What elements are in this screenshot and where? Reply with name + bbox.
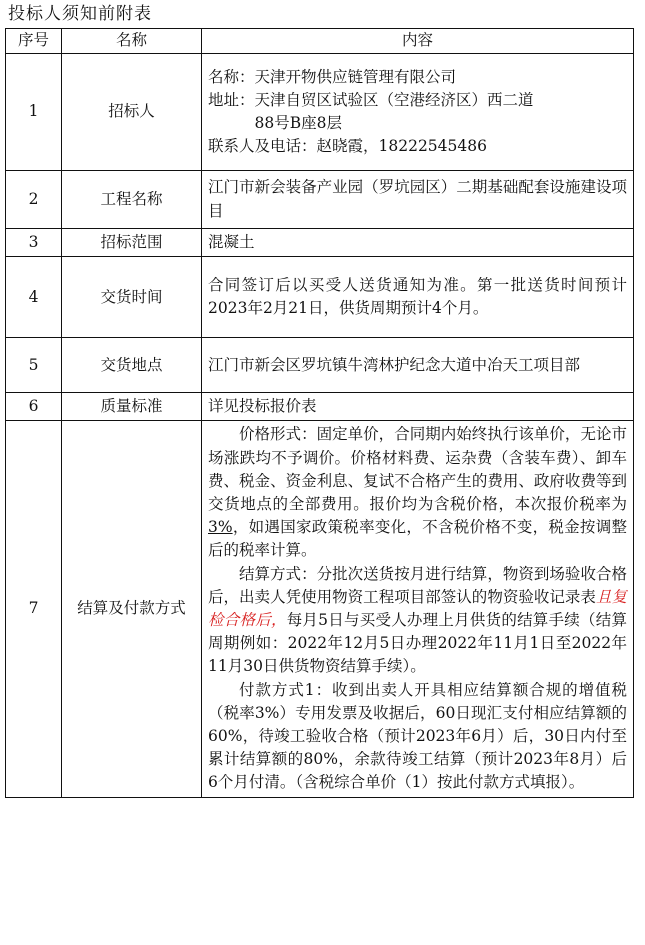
row-name: 交货时间 — [62, 257, 202, 338]
settle-text-1: 结算方式：分批次送货按月进行结算，物资到场验收合格后，出卖人凭使用物资工程项目部签认的物资验收记录表 — [208, 564, 627, 606]
row-name: 工程名称 — [62, 171, 202, 229]
price-text-1: 价格形式：固定单价，合同期内始终执行该单价，无论市场涨跌均不予调价。价格材料费、运杂费（含装车费）、卸车费、税金、资金利息、复试不合格产生的费用、政府收费等到交货地点的全部费用。报价均为含税价格，本次报价税率为 — [208, 425, 627, 514]
row-content: 详见投标报价表 — [202, 393, 634, 421]
tenderer-contact: 联系人及电话：赵晓霞，18222545486 — [208, 137, 487, 156]
row-name: 质量标准 — [62, 393, 202, 421]
tax-rate: 3% — [208, 518, 233, 537]
table-row — [6, 338, 634, 393]
row-no: 2 — [6, 171, 62, 229]
header-name: 名称 — [62, 29, 202, 54]
row-no: 3 — [6, 229, 62, 257]
settlement-paragraph — [208, 563, 627, 679]
payment-paragraph: 付款方式1：收到出卖人开具相应结算额合规的增值税（税率3%）专用发票及收据后，60日现汇支付相应结算额的60%，待竣工验收合格（预计2023年6月）后，30日内付至累计结算额的80%，余款待竣工结算（预计2023年8月）后6个月付清。（含税综合单价（1）按此付款方式填报）。 — [208, 680, 627, 792]
table-row — [6, 393, 634, 421]
bid-instructions-table — [5, 28, 634, 798]
row-name: 交货地点 — [62, 338, 202, 393]
row-no: 1 — [6, 54, 62, 171]
table-row — [6, 257, 634, 338]
row-content — [202, 54, 634, 171]
price-text-2: ，如遇国家政策税率变化，不含税价格不变，税金按调整后的税率计算。 — [208, 518, 627, 560]
price-form-paragraph — [208, 423, 627, 562]
header-row — [6, 29, 634, 54]
header-no: 序号 — [6, 29, 62, 54]
row-content — [202, 421, 634, 797]
tenderer-address-cont: 88号B座8层 — [254, 114, 342, 132]
tenderer-company: 名称：天津开物供应链管理有限公司 — [208, 67, 457, 86]
row-content: 江门市新会区罗坑镇牛湾林护纪念大道中冶天工项目部 — [202, 338, 634, 393]
row-name: 招标人 — [62, 54, 202, 171]
settle-text-2: 每月5日与买受人办理上月供货的结算手续（结算周期例如：2022年12月5日办理2022年11月1日至2022年11月30日供货物资结算手续）。 — [208, 611, 627, 676]
table-row — [6, 421, 634, 797]
header-content: 内容 — [202, 29, 634, 54]
table-row — [6, 54, 634, 171]
row-content: 江门市新会装备产业园（罗坑园区）二期基础配套设施建设项目 — [202, 171, 634, 229]
row-content: 合同签订后以买受人送货通知为准。第一批送货时间预计2023年2月21日，供货周期预计4个月。 — [202, 257, 634, 338]
row-no: 7 — [6, 421, 62, 797]
settle-highlight: 且复检合格后， — [208, 587, 627, 630]
tenderer-address: 地址：天津自贸区试验区（空港经济区）西二道 — [208, 90, 534, 109]
table-row — [6, 229, 634, 257]
row-name: 招标范围 — [62, 229, 202, 257]
row-content: 混凝土 — [202, 229, 634, 257]
table-row — [6, 171, 634, 229]
row-no: 5 — [6, 338, 62, 393]
row-no: 6 — [6, 393, 62, 421]
row-name: 结算及付款方式 — [62, 421, 202, 797]
row-no: 4 — [6, 257, 62, 338]
table-caption: 投标人须知前附表 — [8, 4, 152, 24]
